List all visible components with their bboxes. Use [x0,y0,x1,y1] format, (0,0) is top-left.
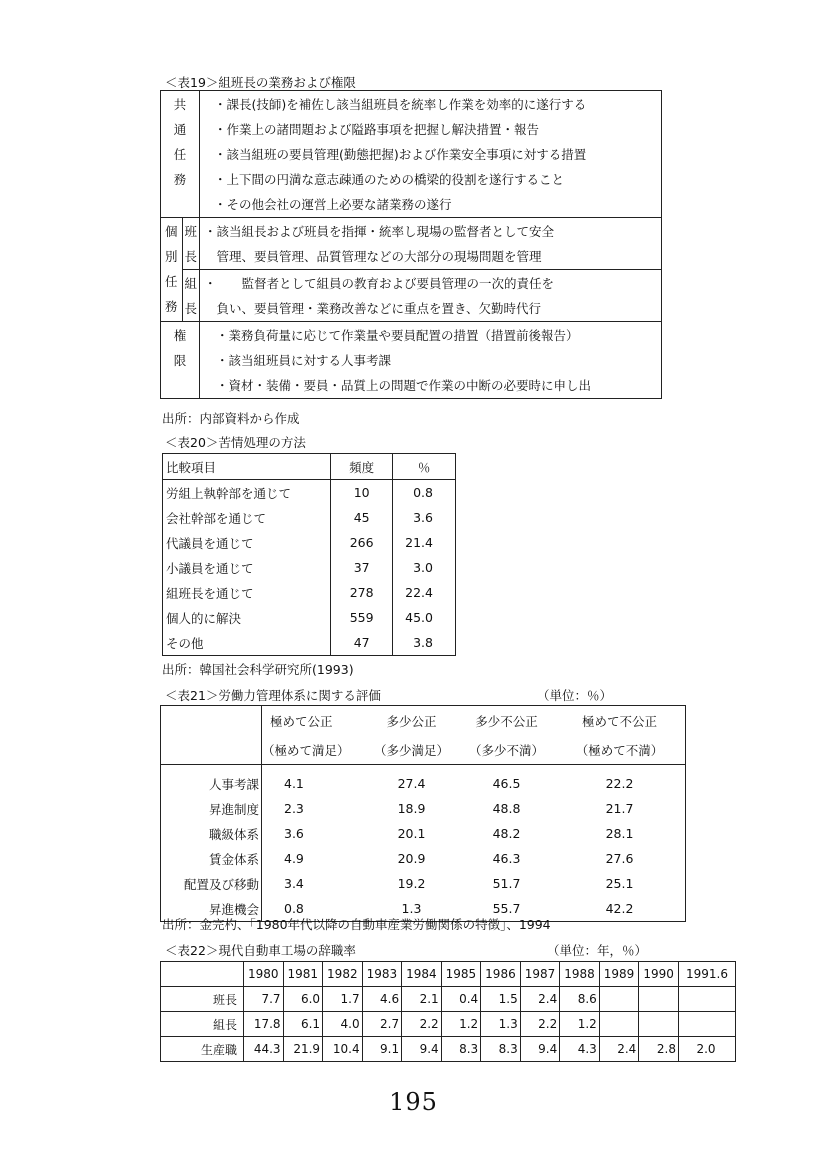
table19-kumicho-body [200,270,662,322]
label-char: 任 [173,147,187,162]
column-header: 1986 [481,962,521,987]
column-header: 多少不公正 [475,713,538,729]
row-label: 小議員を通じて [163,555,331,580]
table21-source: 出所：金完杓、「1980年代以降の自動車産業労働関係の特徴」、1994 [162,917,551,932]
body-line: ・作業上の諸問題および隘路事項を把握し解決措置・報告 [214,122,540,137]
table-cell: 4.0 [323,1012,363,1037]
table-cell: 2.8 [639,1037,679,1062]
table-cell: 1.3 [481,1012,521,1037]
table19-kumicho-label [182,270,199,322]
table-cell: 22.2 [605,776,634,791]
table-cell [679,1012,736,1037]
table-cell: 17.8 [244,1012,284,1037]
corner-cell [161,735,262,765]
table-cell: 1.2 [441,1012,481,1037]
table-cell: 51.7 [492,876,521,891]
table-cell: 559 [331,605,393,630]
column-header: 頻度 [331,454,393,480]
table-cell: 9.4 [520,1037,560,1062]
table-cell: 28.1 [605,826,634,841]
table-cell [599,987,639,1012]
column-subheader: （多少不満） [459,735,554,765]
row-label: 配置及び移動 [161,871,262,896]
row-label: 生産職 [161,1037,244,1062]
table-header-row [161,962,736,987]
table20-caption: ＜表20＞苦情処理の方法 [165,435,306,450]
table20-source: 出所：韓国社会科学研究所(1993) [162,662,354,677]
column-header: 1981 [283,962,323,987]
row-label: その他 [163,630,331,656]
table-cell: 8.3 [481,1037,521,1062]
table19-authority-body [200,322,662,399]
table-row [161,821,686,846]
table-cell [639,1012,679,1037]
row-label: 昇進機会 [161,896,262,922]
row-label: 個人的に解決 [163,605,331,630]
row-label: 班長 [161,987,244,1012]
table-cell: 44.3 [244,1037,284,1062]
table-cell: 21.9 [283,1037,323,1062]
table22 [160,961,736,1062]
table-cell: 21.7 [605,801,634,816]
table-cell: 3.6 [284,826,304,841]
table19-hancho-body [200,218,662,270]
column-subheader: （極めて満足） [262,735,365,765]
label-char: 長 [184,249,198,264]
table-cell: 2.4 [520,987,560,1012]
column-header: 1980 [244,962,284,987]
table-cell: 3.4 [284,876,304,891]
table-cell: 2.3 [284,801,304,816]
table-cell: 19.2 [397,876,426,891]
table-cell: 25.1 [605,876,634,891]
column-header: 極めて不公正 [581,713,657,729]
table-cell: 3.0 [393,555,456,580]
corner-cell [161,706,262,736]
label-char: 任 [165,274,178,289]
table-cell: 55.7 [492,901,521,916]
table-cell: 4.3 [560,1037,600,1062]
label-char: 通 [173,122,187,137]
column-header: 1991.6 [679,962,736,987]
body-line: 管理、要員管理、品質管理などの大部分の現場問題を管理 [204,249,542,264]
body-line: ・ 監督者として組員の教育および要員管理の一次的責任を [204,276,555,291]
label-char: 長 [184,301,198,316]
table-row [163,630,456,656]
table21-caption: ＜表21＞労働力管理体系に関する評価 [165,688,381,703]
body-line: ・該当組長および班員を指揮・統率し現場の監督者として安全 [204,224,555,239]
row-label: 組長 [161,1012,244,1037]
label-char: 班 [184,224,198,239]
table19-kumicho-row [161,270,662,322]
row-label: 昇進制度 [161,796,262,821]
table-cell: 10 [331,480,393,506]
column-subheader: （極めて不満） [554,735,686,765]
table-cell: 2.2 [520,1012,560,1037]
table21 [160,705,686,922]
label-char: 別 [165,249,178,264]
body-line: ・課長(技師)を補佐し該当組班員を統率し作業を効率的に遂行する [214,97,587,112]
table19-individual-label [161,218,183,322]
table-cell: 4.6 [362,987,402,1012]
table19-source: 出所：内部資料から作成 [162,411,300,426]
body-line: ・該当組班の要員管理(勤態把握)および作業安全事項に対する措置 [214,147,587,162]
table-cell: 46.5 [492,776,521,791]
column-header: 1983 [362,962,402,987]
table-cell: 8.3 [441,1037,481,1062]
table21-unit: （単位：％） [537,688,613,703]
table-cell: 47 [331,630,393,656]
column-header: 1984 [402,962,442,987]
page-number: 195 [389,1088,438,1116]
table-cell: 46.3 [492,851,521,866]
table-cell: 3.8 [393,630,456,656]
table-cell [639,987,679,1012]
table-cell: 1.2 [560,1012,600,1037]
table-cell: 266 [331,530,393,555]
table-row [161,871,686,896]
table-header-row [163,454,456,480]
table-cell: 1.7 [323,987,363,1012]
table-cell: 37 [331,555,393,580]
table19-authority-row [161,322,662,399]
label-char: 組 [184,276,198,291]
table-cell: 4.1 [284,776,304,791]
table-cell: 48.8 [492,801,521,816]
table-cell: 20.1 [397,826,426,841]
row-label: 会社幹部を通じて [163,505,331,530]
table-cell: 9.1 [362,1037,402,1062]
body-line: ・資材・装備・要員・品質上の問題で作業の中断の必要時に申し出 [216,378,592,393]
table-cell: 20.9 [397,851,426,866]
row-label: 労組上執幹部を通じて [163,480,331,506]
column-header: 極めて公正 [270,713,333,729]
table-row [161,1012,736,1037]
table-row [163,580,456,605]
table-cell: 1.5 [481,987,521,1012]
table-cell: 2.0 [679,1037,736,1062]
table-cell: 8.6 [560,987,600,1012]
table-cell: 45.0 [393,605,456,630]
column-header: 1982 [323,962,363,987]
body-line: ・その他会社の運営上必要な諸業務の遂行 [214,197,452,212]
table-cell: 9.4 [402,1037,442,1062]
body-line: ・該当組班員に対する人事考課 [216,353,392,368]
table-cell: 1.3 [401,901,422,916]
label-char: 共 [173,97,187,112]
table-header-row [161,706,686,736]
column-header: 1988 [560,962,600,987]
column-header: ％ [393,454,456,480]
row-label: 組班長を通じて [163,580,331,605]
table-row [163,555,456,580]
table19-hancho-label [182,218,199,270]
table-cell: 18.9 [397,801,426,816]
table22-unit: （単位：年，％） [547,943,648,958]
label-char: 限 [173,353,187,368]
table-cell: 21.4 [393,530,456,555]
table-subheader-row [161,735,686,765]
corner-cell [161,962,244,987]
label-char: 務 [173,172,187,187]
table20 [162,453,456,656]
column-header: 1985 [441,962,481,987]
table19-hancho-row [161,218,662,270]
column-header: 比較項目 [163,454,331,480]
table-row [163,605,456,630]
table-cell: 10.4 [323,1037,363,1062]
table-cell: 2.2 [402,1012,442,1037]
table-cell: 27.6 [605,851,634,866]
table-cell: 45 [331,505,393,530]
column-header: 1989 [599,962,639,987]
body-line: ・業務負荷量に応じて作業量や要員配置の措置（措置前後報告） [216,328,579,343]
table-row [163,530,456,555]
table-cell: 42.2 [605,901,634,916]
table-row [161,1037,736,1062]
table-cell: 2.1 [402,987,442,1012]
label-char: 個 [165,224,178,239]
table-cell: 4.9 [284,851,304,866]
row-label: 代議員を通じて [163,530,331,555]
table-cell: 0.8 [393,480,456,506]
table-cell [599,1012,639,1037]
table-cell: 0.8 [284,901,304,916]
table19-common-row [161,91,662,218]
table-cell: 6.0 [283,987,323,1012]
table-row [161,846,686,871]
table19-common-label [161,91,200,218]
row-label: 職級体系 [161,821,262,846]
table-cell: 22.4 [393,580,456,605]
label-char: 権 [173,328,187,343]
table-row [163,505,456,530]
table-cell: 6.1 [283,1012,323,1037]
table-row [161,796,686,821]
table-cell: 2.4 [599,1037,639,1062]
table19-authority-label [161,322,200,399]
row-label: 賃金体系 [161,846,262,871]
body-line: ・上下間の円満な意志疎通のための橋梁的役割を遂行すること [214,172,565,187]
table-cell [679,987,736,1012]
table-cell: 0.4 [441,987,481,1012]
table19-caption: ＜表19＞組班長の業務および権限 [165,75,356,90]
table-row [161,987,736,1012]
column-header: 1987 [520,962,560,987]
table-cell: 2.7 [362,1012,402,1037]
table-cell: 7.7 [244,987,284,1012]
body-line: 負い、要員管理・業務改善などに重点を置き、欠勤時代行 [204,301,542,316]
label-char: 務 [165,299,178,314]
column-header: 多少公正 [386,713,437,729]
column-subheader: （多少満足） [364,735,459,765]
column-header: 1990 [639,962,679,987]
table-row [163,480,456,506]
table-cell: 27.4 [397,776,426,791]
table-cell: 278 [331,580,393,605]
table19 [160,90,662,399]
table19-common-body [200,91,662,218]
table-row [161,765,686,797]
table22-caption: ＜表22＞現代自動車工場の辞職率 [165,943,356,958]
row-label: 人事考課 [161,765,262,797]
table-cell: 48.2 [492,826,521,841]
table-cell: 3.6 [393,505,456,530]
